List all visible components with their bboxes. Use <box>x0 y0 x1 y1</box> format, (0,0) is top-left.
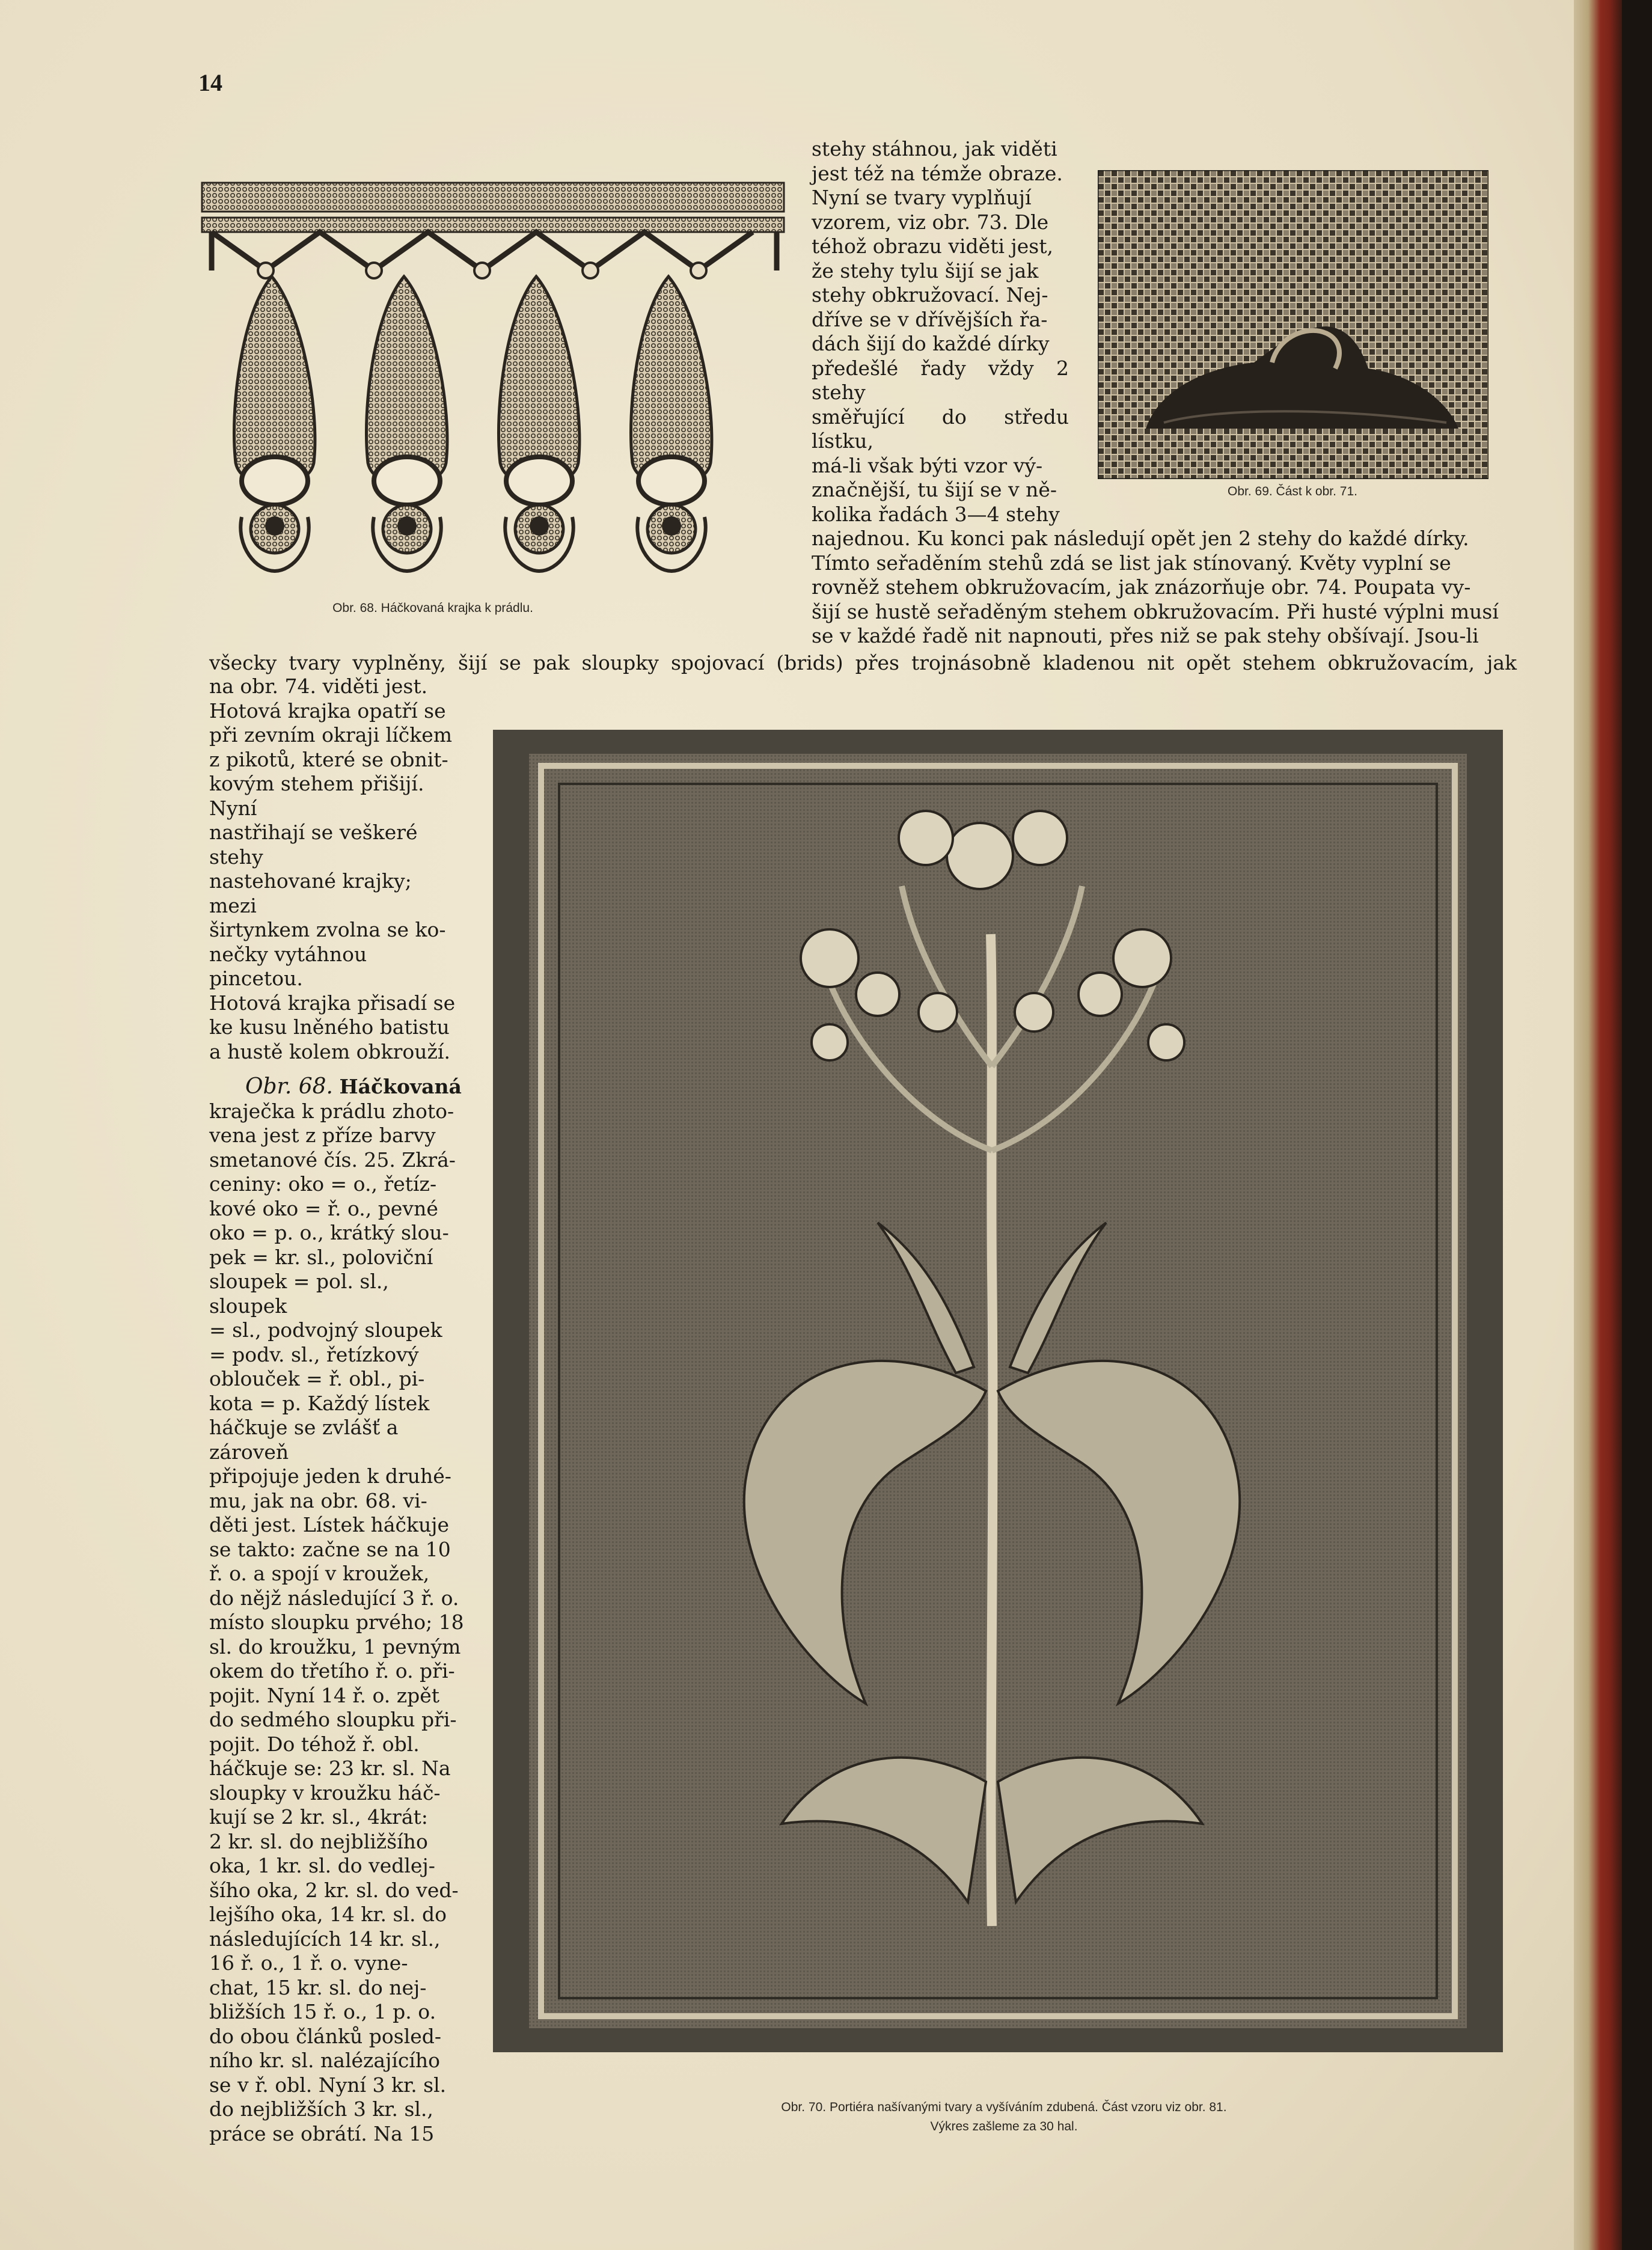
text-line: kové oko = ř. o., pevné <box>209 1196 438 1220</box>
text-line: stehy stáhnou, jak viděti <box>812 137 1057 160</box>
text-line: kraječka k prádlu zhoto- <box>209 1099 454 1123</box>
fabric-weave-illustration <box>1098 170 1488 479</box>
text-line: Tímto seřaděním stehů zdá se list jak stínovaný. Květy vyplní se <box>812 551 1451 575</box>
text-line: sloupek = pol. sl., sloupek <box>209 1270 389 1318</box>
text-line: širtynkem zvolna se ko- <box>209 918 446 941</box>
text-line: kovým stehem přišijí. Nyní <box>209 772 424 820</box>
text-line: Nyní se tvary vyplňují <box>812 186 1032 209</box>
text-line: připojuje jeden k druhé- <box>209 1464 451 1488</box>
text-line: sl. do kroužku, 1 pevným <box>209 1634 461 1658</box>
text-column-top-right <box>812 137 1069 527</box>
text-line: ceniny: oko = o., řetíz- <box>209 1172 437 1196</box>
text-line: 16 ř. o., 1 ř. o. vyne- <box>209 1951 408 1975</box>
text-line: Hotová krajka přisadí se <box>209 991 456 1015</box>
figure-70-caption <box>493 2098 1515 2136</box>
figure-69-fabric-detail <box>1098 170 1488 479</box>
text-line: šijí se hustě seřaděným stehem obkružovacím. Při husté výplni musí <box>812 599 1499 623</box>
text-line: pojit. Do téhož ř. obl. <box>209 1732 420 1756</box>
text-line: = sl., podvojný sloupek <box>209 1318 442 1342</box>
figure-70-portiere <box>493 730 1503 2052</box>
book-spine <box>1574 0 1622 2250</box>
text-line: pojit. Nyní 14 ř. o. zpět <box>209 1683 440 1707</box>
text-line: do nejbližších 3 kr. sl., <box>209 2097 433 2121</box>
text-line: do sedmého sloupku při- <box>209 1708 457 1731</box>
text-line: děti jest. Lístek háčkuje <box>209 1513 449 1536</box>
text-line: do nějž následující 3 ř. o. <box>209 1586 459 1610</box>
text-line: najednou. Ku konci pak následují opět jen 2 stehy do každé dírky. <box>812 527 1469 550</box>
crochet-lace-illustration <box>200 180 788 595</box>
text-line: na obr. 74. viděti jest. <box>209 674 428 698</box>
text-line: oko = p. o., krátký slou- <box>209 1221 449 1244</box>
text-line: a hustě kolem obkrouží. <box>209 1039 450 1063</box>
figure-70-caption-line-2: Výkres zašleme za 30 hal. <box>930 2120 1078 2133</box>
text-line: Hotová krajka opatří se <box>209 699 446 723</box>
text-line: ke kusu lněného batistu <box>209 1015 450 1039</box>
text-line: mu, jak na obr. 68. vi- <box>209 1488 427 1512</box>
text-line: kota = p. Každý lístek <box>209 1391 430 1415</box>
figure-68-heading: Obr. 68. <box>245 1074 333 1099</box>
text-line: následujících 14 kr. sl., <box>209 1927 441 1951</box>
figure-68-crochet-lace <box>200 180 788 595</box>
text-line: že stehy tylu šijí se jak <box>812 258 1039 283</box>
figure-69-caption: Obr. 69. Část k obr. 71. <box>1228 485 1357 498</box>
text-line: práce se obrátí. Na 15 <box>209 2121 435 2145</box>
text-line: má-li však býti vzor vý- <box>812 453 1043 477</box>
text-line: nastřihají se veškeré stehy <box>209 821 418 869</box>
text-line: okem do třetího ř. o. při- <box>209 1659 455 1683</box>
text-line: dříve se v dřívějších řa- <box>812 307 1048 331</box>
text-line: oblouček = ř. obl., pi- <box>209 1367 425 1390</box>
text-line: místo sloupku prvého; 18 <box>209 1610 464 1634</box>
text-line: rovněž stehem obkružovacím, jak znázorňuje obr. 74. Poupata vy- <box>812 575 1471 599</box>
text-line: Obr. 68. Háčkovaná <box>245 1074 462 1099</box>
text-line: = podv. sl., řetízkový <box>209 1342 419 1366</box>
text-line: pek = kr. sl., poloviční <box>209 1245 433 1269</box>
text-column-wide-right <box>812 527 1516 649</box>
portiere-illustration <box>493 730 1503 2052</box>
text-line: se v ř. obl. Nyní 3 kr. sl. <box>209 2073 447 2097</box>
book-edge <box>1622 0 1652 2250</box>
text-line: dách šijí do každé dírky <box>812 332 1050 355</box>
text-line: chat, 15 kr. sl. do nej- <box>209 1975 427 1999</box>
text-line: téhož obrazu viděti jest, <box>812 234 1053 258</box>
text-line: vzorem, viz obr. 73. Dle <box>812 210 1049 234</box>
text-line: vena jest z příze barvy <box>209 1123 436 1147</box>
text-line: stehy obkružovací. Nej- <box>812 283 1048 307</box>
figure-68-caption: Obr. 68. Háčkovaná krajka k prádlu. <box>332 601 533 615</box>
text-line: nečky vytáhnou pincetou. <box>209 942 367 990</box>
text-line: při zevním okraji líčkem <box>209 723 453 747</box>
text-line: předešlé řady vždy 2 stehy <box>812 356 1069 404</box>
text-line: ř. o. a spojí v kroužek, <box>209 1562 430 1585</box>
text-line: se v každé řadě nit napnouti, přes niž se pak stehy obšívají. Jsou-li <box>812 624 1479 647</box>
text-line: značnější, tu šijí se v ně- <box>812 478 1057 501</box>
text-line: směřující do středu lístku, <box>812 405 1069 453</box>
text-line: oka, 1 kr. sl. do vedlej- <box>209 1854 435 1877</box>
text-line: lejšího oka, 14 kr. sl. do <box>209 1903 447 1926</box>
text-line: kují se 2 kr. sl., 4krát: <box>209 1805 428 1829</box>
text-line: šího oka, 2 kr. sl. do ved- <box>209 1878 459 1902</box>
text-line: nastehované krajky; mezi <box>209 869 412 917</box>
text-column-left <box>209 674 465 2146</box>
text-line: ního kr. sl. nalézajícího <box>209 2049 441 2072</box>
text-line: smetanové čís. 25. Zkrá- <box>209 1148 456 1172</box>
text-line: 2 kr. sl. do nejbližšího <box>209 1829 428 1853</box>
text-line: sloupky v kroužku háč- <box>209 1781 441 1805</box>
text-line-full-width: všecky tvary vyplněny, šijí se pak sloupky spojovací (brids) přes trojnásobně kladenou nit opět stehem obkružovacím, jak <box>209 651 1517 674</box>
text-line: bližších 15 ř. o., 1 p. o. <box>209 2000 436 2023</box>
text-line: se takto: začne se na 10 <box>209 1537 451 1561</box>
figure-70-caption-line-1: Obr. 70. Portiéra našívanými tvary a vyšíváním zdubená. Část vzoru viz obr. 81. <box>781 2100 1227 2114</box>
page-number: 14 <box>198 69 222 96</box>
text-line: háčkuje se zvlášť a zároveň <box>209 1416 399 1464</box>
text-line: do obou článků posled- <box>209 2024 442 2048</box>
text-line: kolika řadách 3—4 stehy <box>812 502 1060 526</box>
text-line: jest též na témže obraze. <box>812 161 1063 185</box>
text-line: háčkuje se: 23 kr. sl. Na <box>209 1756 451 1780</box>
text-line: z pikotů, které se obnit- <box>209 747 448 771</box>
